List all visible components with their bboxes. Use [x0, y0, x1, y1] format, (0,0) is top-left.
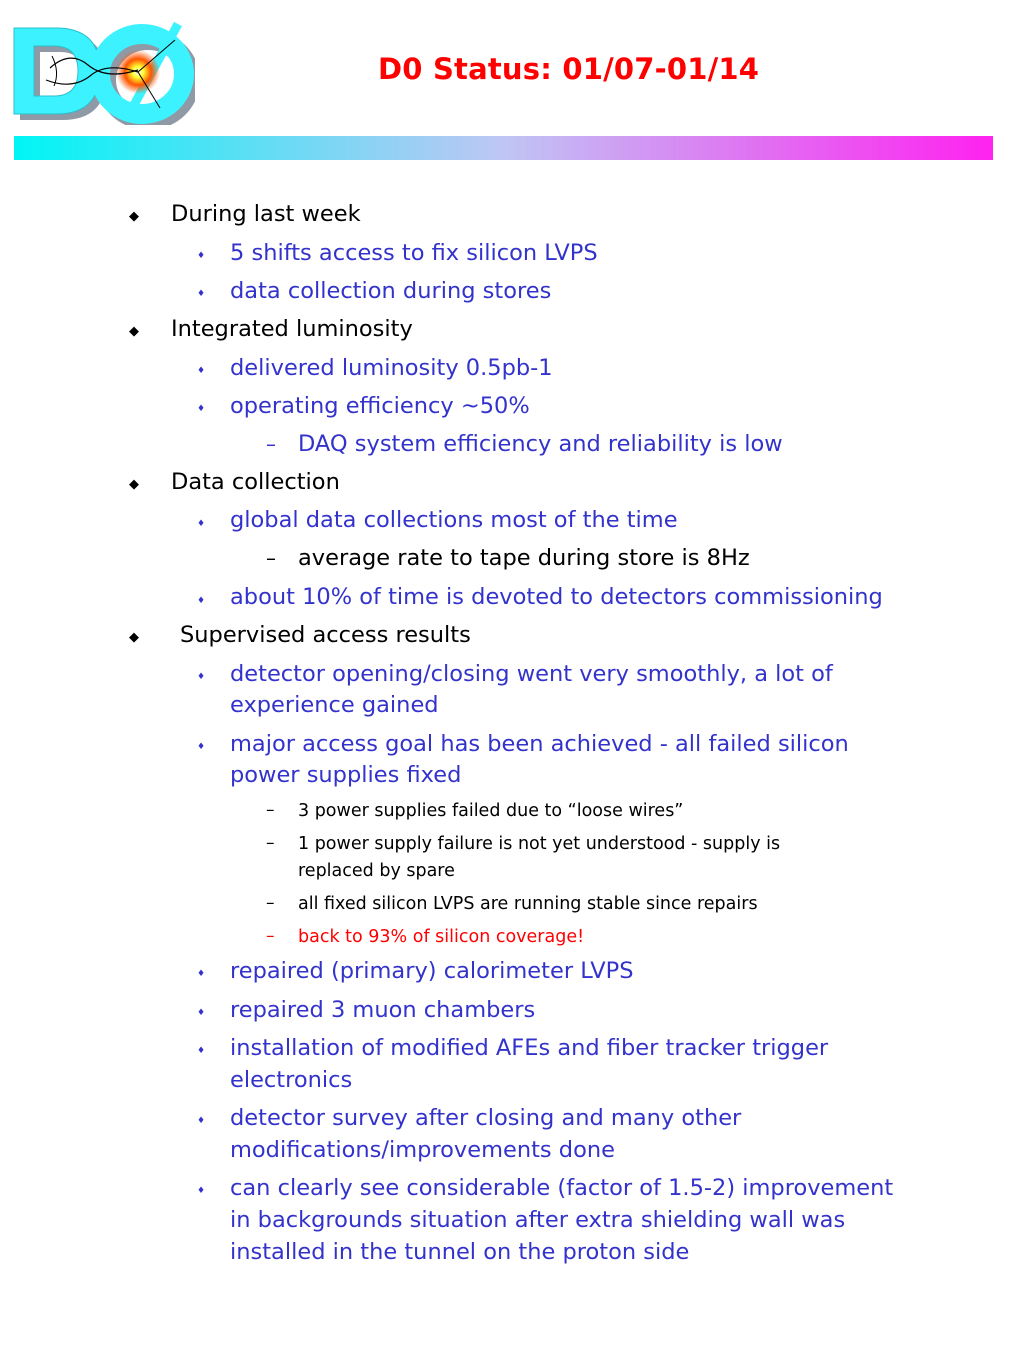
- list-item: detector survey after closing and many other: [230, 1105, 742, 1131]
- small-diamond-bullet-icon: ♦: [197, 596, 206, 606]
- list-item: global data collections most of the time: [230, 507, 678, 533]
- list-item-continuation: modifications/improvements done: [230, 1137, 615, 1163]
- page-title: D0 Status: 01/07-01/14: [378, 52, 760, 86]
- section-heading: Supervised access results: [180, 622, 471, 648]
- list-item-continuation: in backgrounds situation after extra shielding wall was: [230, 1207, 846, 1233]
- list-item: delivered luminosity 0.5pb-1: [230, 355, 553, 381]
- dash-bullet-icon: –: [266, 926, 275, 946]
- sub-item: 1 power supply failure is not yet understood - supply is: [298, 834, 781, 854]
- small-diamond-bullet-icon: ♦: [197, 742, 206, 752]
- section-heading: Integrated luminosity: [171, 316, 413, 342]
- list-item: about 10% of time is devoted to detectors commissioning: [230, 584, 883, 610]
- sub-item: 3 power supplies failed due to “loose wires”: [298, 801, 684, 821]
- list-item: can clearly see considerable (factor of 1.5-2) improvement: [230, 1175, 894, 1201]
- list-item: detector opening/closing went very smoothly, a lot of: [230, 661, 833, 687]
- dash-bullet-icon: –: [266, 546, 276, 570]
- list-item: operating efficiency ~50%: [230, 393, 530, 419]
- small-diamond-bullet-icon: ♦: [197, 1008, 206, 1018]
- small-diamond-bullet-icon: ♦: [197, 519, 206, 529]
- list-item: repaired 3 muon chambers: [230, 997, 536, 1023]
- small-diamond-bullet-icon: ♦: [197, 289, 206, 299]
- list-item: installation of modified AFEs and fiber tracker trigger: [230, 1035, 829, 1061]
- diamond-bullet-icon: ◆: [129, 209, 139, 224]
- list-item: data collection during stores: [230, 278, 552, 304]
- section-heading: During last week: [171, 201, 361, 227]
- small-diamond-bullet-icon: ♦: [197, 251, 206, 261]
- small-diamond-bullet-icon: ♦: [197, 1186, 206, 1196]
- list-item-continuation: installed in the tunnel on the proton side: [230, 1239, 690, 1265]
- list-item: major access goal has been achieved - all failed silicon: [230, 731, 849, 757]
- sub-item-continuation: replaced by spare: [298, 861, 455, 881]
- small-diamond-bullet-icon: ♦: [197, 672, 206, 682]
- sub-item: DAQ system efficiency and reliability is low: [298, 431, 783, 457]
- sub-item: all fixed silicon LVPS are running stable since repairs: [298, 894, 758, 914]
- diamond-bullet-icon: ◆: [129, 324, 139, 339]
- section-heading: Data collection: [171, 469, 340, 495]
- list-item-continuation: power supplies fixed: [230, 762, 462, 788]
- small-diamond-bullet-icon: ♦: [197, 366, 206, 376]
- highlighted-sub-item: back to 93% of silicon coverage!: [298, 927, 585, 947]
- sub-item: average rate to tape during store is 8Hz: [298, 545, 750, 571]
- d0-experiment-logo-icon: [10, 20, 195, 125]
- small-diamond-bullet-icon: ♦: [197, 1116, 206, 1126]
- list-item: repaired (primary) calorimeter LVPS: [230, 958, 634, 984]
- small-diamond-bullet-icon: ♦: [197, 1046, 206, 1056]
- dash-bullet-icon: –: [266, 432, 276, 456]
- diamond-bullet-icon: ◆: [129, 630, 139, 645]
- list-item-continuation: experience gained: [230, 692, 439, 718]
- header-gradient-bar: [14, 136, 993, 160]
- dash-bullet-icon: –: [266, 800, 275, 820]
- small-diamond-bullet-icon: ♦: [197, 969, 206, 979]
- dash-bullet-icon: –: [266, 833, 275, 853]
- diamond-bullet-icon: ◆: [129, 477, 139, 492]
- small-diamond-bullet-icon: ♦: [197, 404, 206, 414]
- dash-bullet-icon: –: [266, 893, 275, 913]
- list-item: 5 shifts access to fix silicon LVPS: [230, 240, 598, 266]
- list-item-continuation: electronics: [230, 1067, 353, 1093]
